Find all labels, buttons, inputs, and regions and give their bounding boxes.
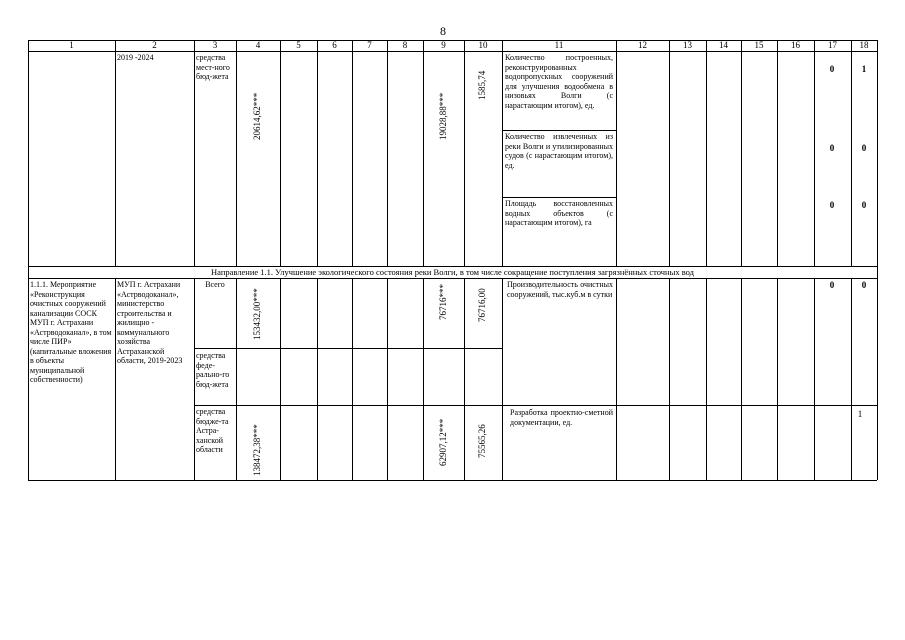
table-line <box>28 51 877 52</box>
table-line <box>194 405 877 406</box>
table-line <box>616 40 617 266</box>
table-line <box>814 40 815 266</box>
column-header: 4 <box>255 40 261 50</box>
column-header: 8 <box>402 40 408 50</box>
column-header: 1 <box>69 40 74 50</box>
column-header: 9 <box>441 40 446 50</box>
indicator-text: Количество извлеченных из реки Волги и утилизированных судов (с нарастающим итогом), ед. <box>505 132 613 170</box>
table-line <box>877 40 878 480</box>
table-line <box>464 40 465 266</box>
indicator-value-18: 0 <box>861 200 867 210</box>
table-line <box>669 40 670 266</box>
table-line <box>851 40 852 266</box>
column-header: 12 <box>638 40 647 50</box>
table-line <box>28 40 29 480</box>
indicator-text: Количество построенных, реконструированных водопропускных сооружений для улучшения водообмена в низовьях Волги (с нарастающим итогом), ед. <box>505 53 613 110</box>
column-header: 17 <box>828 40 837 50</box>
column-header: 15 <box>754 40 764 50</box>
table-line <box>352 40 353 266</box>
table-line <box>706 40 707 266</box>
amount-col10: 75565,26 <box>477 424 487 458</box>
table-line <box>28 278 877 279</box>
amount-col9: 62907,12*** <box>438 418 448 466</box>
indicator-value-17: 0 <box>829 200 835 210</box>
indicator-value-17: 0 <box>829 64 835 74</box>
funding-source-cell: Всего <box>205 280 225 289</box>
measure-cell: 1.1.1. Мероприятие «Реконструкция очистных сооружений канализации СОСК МУП г. Астрахани «Астрводоканал», в том числе ПИР» (капитальные вложения в объекты муниципальной собственности) <box>30 280 112 384</box>
table-line <box>502 40 503 266</box>
table-line <box>194 348 502 349</box>
column-header: 2 <box>152 40 157 50</box>
indicator-value-18: 1 <box>857 409 863 419</box>
table-line <box>280 278 281 480</box>
table-line <box>115 40 116 266</box>
table-line <box>814 278 815 480</box>
table-line <box>502 278 503 480</box>
table-line <box>706 278 707 480</box>
amount-col4: 153432,00*** <box>252 288 262 340</box>
column-header: 11 <box>554 40 564 50</box>
table-line <box>317 278 318 480</box>
table-line <box>387 278 388 480</box>
funding-source-cell: средства бюдже-та Астра-ханской области <box>196 407 229 454</box>
table-line <box>352 278 353 480</box>
amount-col10: 1585,74 <box>477 70 487 100</box>
indicator-value-18: 0 <box>861 280 867 290</box>
table-line <box>194 278 195 480</box>
table-line <box>777 40 778 266</box>
table-line <box>387 40 388 266</box>
table-line <box>741 278 742 480</box>
column-header: 14 <box>719 40 728 50</box>
column-header: 18 <box>859 40 869 50</box>
funding-source-cell: средства мест-ного бюд-жета <box>196 53 230 81</box>
amount-col4: 20614,62*** <box>252 92 262 140</box>
table-line <box>423 40 424 266</box>
table-line <box>236 40 237 266</box>
column-header: 7 <box>367 40 372 50</box>
direction-heading: Направление 1.1. Улучшение экологического состояния реки Волги, в том числе сокращение поступления загрязнённых сточных вод <box>211 267 694 277</box>
table-line <box>115 278 116 480</box>
executor-cell: МУП г. Астрахани «Астрводоканал», министерство строительства и жилищно - коммунального хозяйства Астраханской области, 2019-2023 <box>117 280 183 365</box>
table-line <box>464 278 465 480</box>
table-line <box>423 278 424 480</box>
table-line <box>616 278 617 480</box>
indicator-value-17: 0 <box>829 280 835 290</box>
indicator-value-17: 0 <box>829 143 835 153</box>
amount-col9: 76716*** <box>438 284 448 320</box>
indicator-text: Площадь восстановленных водных объектов (с нарастающим итогом), га <box>505 199 613 227</box>
column-header: 6 <box>332 40 337 50</box>
amount-col4: 138472,38*** <box>252 424 262 476</box>
table-line <box>28 480 877 481</box>
period-cell: 2019 -2024 <box>117 53 154 62</box>
table-line <box>194 40 195 266</box>
table-line <box>280 40 281 266</box>
page-number: 8 <box>440 24 446 38</box>
table-line <box>777 278 778 480</box>
amount-col9: 19028,88*** <box>438 92 448 140</box>
indicator-value-18: 0 <box>861 143 867 153</box>
column-header: 5 <box>296 40 301 50</box>
funding-source-cell: средства феде-рально-го бюд-жета <box>196 351 230 389</box>
indicator-text: Разработка проектно-сметной документации, ед. <box>510 408 613 427</box>
table-line <box>236 278 237 480</box>
amount-col10: 76716,00 <box>477 288 487 322</box>
indicator-value-18: 1 <box>861 64 867 74</box>
column-header: 16 <box>791 40 800 50</box>
column-header: 3 <box>212 40 218 50</box>
table-line <box>851 278 852 480</box>
table-line <box>502 130 616 131</box>
table-line <box>317 40 318 266</box>
table-line <box>669 278 670 480</box>
table-line <box>741 40 742 266</box>
indicator-text: Производительность очистных сооружений, тыс.куб.м в сутки <box>507 280 613 299</box>
column-header: 13 <box>683 40 692 50</box>
column-header: 10 <box>478 40 488 50</box>
table-line <box>502 197 616 198</box>
